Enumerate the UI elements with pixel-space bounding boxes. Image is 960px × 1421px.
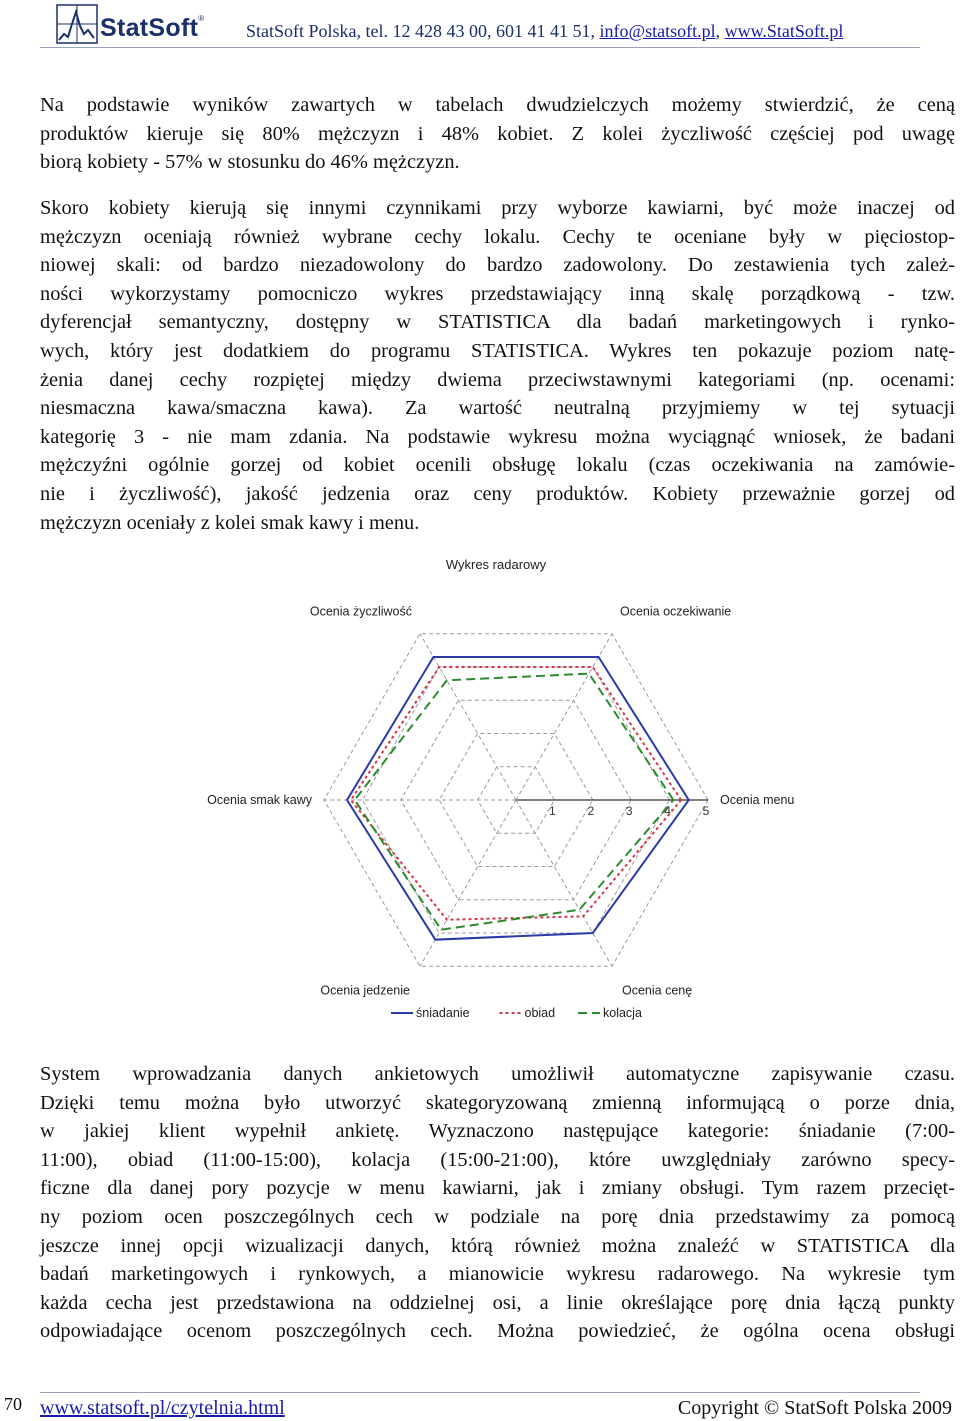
legend-label: obiad: [524, 1006, 556, 1020]
contact-separator: ,: [715, 21, 725, 41]
legend-label: śniadanie: [416, 1006, 470, 1020]
page-number: 70: [4, 1394, 22, 1414]
text-line: odpowiadające ocenom poszczególnych cech. Można powiedzieć, że ogólna ocena obsługi: [40, 1320, 955, 1343]
website-link[interactable]: www.StatSoft.pl: [724, 21, 844, 41]
axis-label: Ocenia menu: [720, 793, 795, 807]
text-line: nie i życzliwość), jakość jedzenia oraz ceny produktów. Kobiety przeważnie gorzej od: [40, 482, 955, 505]
footer-link[interactable]: www.statsoft.pl/czytelnia.html: [40, 1397, 285, 1419]
paragraph-1: [40, 91, 955, 177]
axis-label: Ocenia oczekiwanie: [620, 604, 732, 619]
text-line: wych, który jest dodatkiem do programu STATISTICA. Wykres ten pokazuje poziom natę-: [40, 339, 955, 362]
text-line: żenia danej cechy rozpiętej między dwiema przeciwstawnymi kategoriami (np. ocenami:: [40, 368, 955, 391]
page-header: [0, 0, 960, 62]
text-line: produktów kieruje się 80% mężczyzn i 48% kobiet. Z kolei życzliwość częściej pod uwagę: [40, 122, 955, 145]
text-line: każda cecha jest przedstawiona na oddzielnej osi, a linie określające porę dnia łączą punkty: [40, 1291, 955, 1314]
text-line: 11:00), obiad (11:00-15:00), kolacja (15:00-21:00), które uwzględniały zarówno specy-: [40, 1148, 955, 1171]
series-line: [355, 674, 674, 930]
text-line: ności wykorzystamy pomocniczo wykres przedstawiający inną skalę porządkową - tzw.: [40, 282, 955, 305]
tick-label: 1: [549, 804, 556, 818]
text-line: kategorię 3 - nie mam zdania. Na podstawie wykresu można wyciągnąć wniosek, że badani: [40, 425, 955, 448]
series-line: [347, 657, 689, 940]
tick-label: 2: [587, 804, 595, 818]
text-line: System wprowadzania danych ankietowych umożliwił automatyczne zapisywanie czasu.: [40, 1063, 955, 1085]
text-line: mężczyzn oceniają również wybrane cechy lokalu. Cechy te oceniane były w pięciostop-: [40, 225, 955, 248]
paragraph-2: [40, 194, 955, 537]
axis-spoke: [420, 634, 516, 800]
tick-label: 5: [702, 804, 710, 818]
text-line: mężczyźni ogólnie gorzej od kobiet ocenili obsługę lokalu (czas oczekiwania na zamówie-: [40, 454, 955, 477]
text-line: badań marketingowych i rynkowych, a mianowicie wykresu radarowego. Na wykresie tym: [40, 1263, 955, 1286]
axis-spoke: [516, 634, 612, 800]
email-link[interactable]: info@statsoft.pl: [599, 21, 716, 41]
axis-label: Ocenia życzliwość: [309, 604, 412, 619]
text-line: Dzięki temu można było utworzyć skategoryzowaną zmienną informującą o porze dnia,: [40, 1091, 955, 1114]
axis-label: Ocenia jedzenie: [320, 983, 410, 998]
text-line: niowej skali: od bardzo niezadowolony do bardzo zadowolony. Do zestawienia tych zależ-: [40, 254, 955, 277]
text-line: w jakiej klient wypełnił ankietę. Wyznaczono następujące kategorie: śniadanie (7:00-: [40, 1120, 955, 1143]
text-line: ny poziom ocen poszczególnych cech w podziale na porę dnia przedstawimy za pomocą: [40, 1205, 955, 1228]
footer-divider: [40, 1392, 920, 1393]
legend-label: kolacja: [603, 1006, 642, 1020]
text-line: Na podstawie wyników zawartych w tabelach dwudzielczych możemy stwierdzić, że ceną: [40, 94, 955, 116]
text-line: dyferencjał semantyczny, dostępny w STATISTICA dla badań marketingowych i rynko-: [40, 311, 955, 334]
text-line: jeszcze innej opcji wizualizacji danych, którą również można znaleźć w STATISTICA dla: [40, 1234, 955, 1257]
tick-label: 3: [625, 804, 633, 818]
text-line: Skoro kobiety kierują się innymi czynnikami przy wyborze kawiarni, być może inaczej od: [40, 197, 955, 219]
axis-label: Ocenia smak kawy: [207, 793, 312, 807]
axis-spoke: [420, 800, 516, 966]
tick-label: 4: [664, 804, 671, 818]
text-line: mężczyzn oceniały z kolei smak kawy i menu.: [40, 511, 420, 534]
statsoft-logo-text: StatSoft®: [100, 13, 205, 42]
text-line: ficzne dla danej pory pozycje w menu kawiarni, jak i zmiany obsługi. Tym razem przecięt-: [40, 1177, 955, 1200]
page-footer: [0, 1390, 960, 1421]
statsoft-logo-icon: [56, 4, 98, 44]
chart-title: Wykres radarowy: [445, 557, 547, 572]
axis-label: Ocenia cenę: [622, 983, 693, 998]
text-line: niesmaczna kawa/smaczna kawa). Za wartość neutralną przyjmiemy w tej sytuacji: [40, 397, 955, 420]
header-contact: [246, 21, 843, 42]
series-line: [351, 667, 681, 920]
axis-spoke: [516, 800, 612, 966]
footer-copyright: Copyright © StatSoft Polska 2009: [677, 1397, 952, 1419]
contact-info: StatSoft Polska, tel. 12 428 43 00, 601 41 41 51,: [246, 21, 600, 41]
paragraph-3: [40, 1060, 955, 1346]
radar-chart-svg: [196, 552, 806, 1032]
radar-chart: [196, 552, 806, 1032]
header-divider: [40, 47, 920, 48]
text-line: biorą kobiety - 57% w stosunku do 46% mężczyzn.: [40, 151, 460, 174]
